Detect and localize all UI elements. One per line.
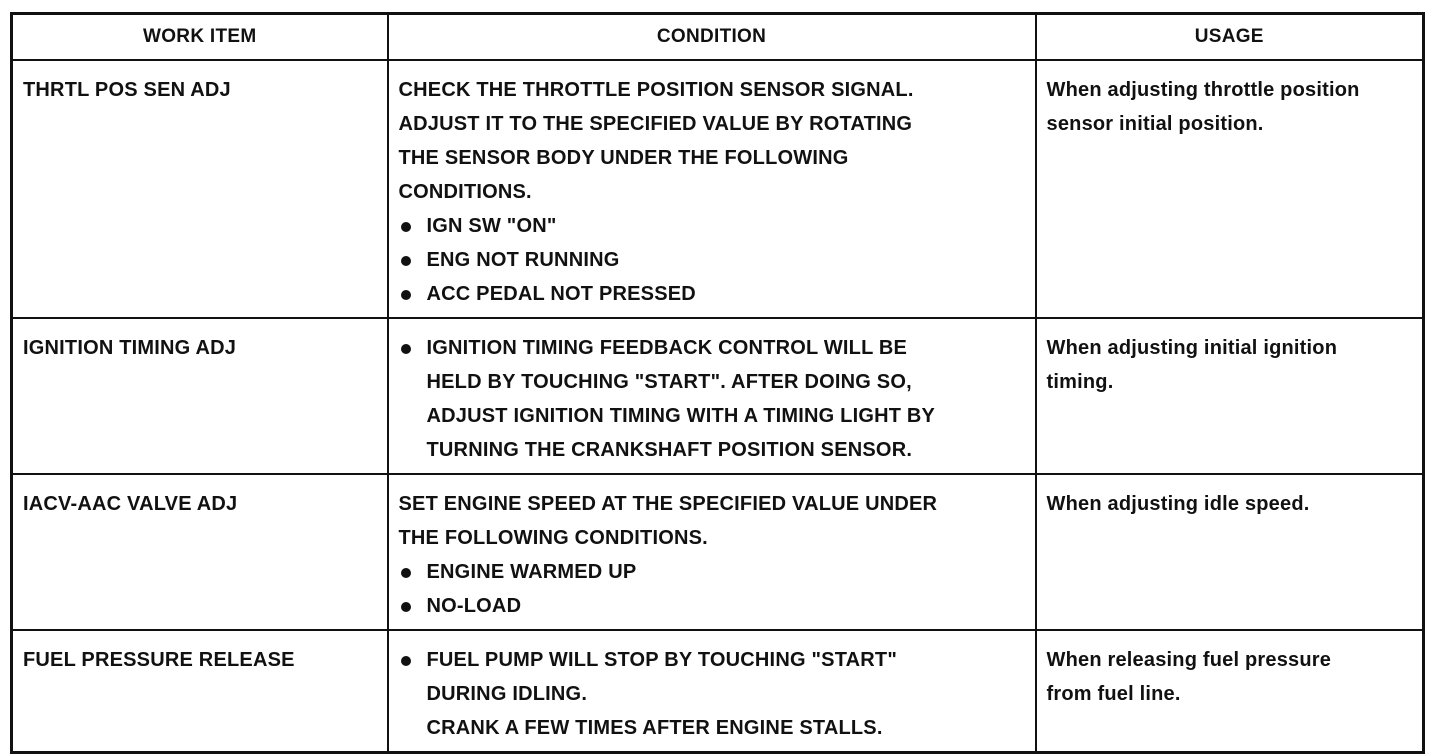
bullet-dot-icon — [401, 344, 411, 354]
usage-line: When adjusting initial ignition — [1046, 337, 1338, 359]
usage-cell — [1036, 630, 1424, 753]
usage-cell — [1036, 60, 1424, 318]
table-row — [12, 60, 1424, 318]
condition-cell — [388, 474, 1036, 630]
condition-bullet: ENGINE WARMED UP — [399, 555, 1025, 589]
bullet-dot-icon — [401, 656, 411, 666]
work-item-cell — [12, 474, 388, 630]
work-item-text: THRTL POS SEN ADJ — [23, 79, 231, 101]
condition-cell — [388, 60, 1036, 318]
table-row — [12, 474, 1424, 630]
usage-line: sensor initial position. — [1046, 113, 1264, 135]
condition-line: ADJUST IGNITION TIMING WITH A TIMING LIGHT BY — [426, 405, 936, 427]
bullet-dot-icon — [401, 222, 411, 232]
header-condition: CONDITION — [388, 14, 1036, 61]
condition-line: CHECK THE THROTTLE POSITION SENSOR SIGNAL. — [398, 79, 914, 101]
usage-line: When releasing fuel pressure — [1046, 649, 1332, 671]
work-item-text: FUEL PRESSURE RELEASE — [23, 649, 295, 671]
work-item-cell — [12, 318, 388, 474]
work-item-cell — [12, 630, 388, 753]
usage-cell — [1036, 474, 1424, 630]
usage-line: When adjusting throttle position — [1046, 79, 1360, 101]
header-usage: USAGE — [1036, 14, 1424, 61]
table-row — [12, 318, 1424, 474]
usage-line: timing. — [1046, 371, 1114, 393]
condition-bullet: ENG NOT RUNNING — [399, 243, 1025, 277]
work-item-text: IACV-AAC VALVE ADJ — [23, 493, 238, 515]
table-row — [12, 630, 1424, 753]
condition-bullet: ACC PEDAL NOT PRESSED — [399, 277, 1025, 311]
work-item-text: IGNITION TIMING ADJ — [23, 337, 237, 359]
bullet-dot-icon — [401, 290, 411, 300]
condition-bullet: IGNITION TIMING FEEDBACK CONTROL WILL BE — [399, 331, 1025, 365]
usage-line: When adjusting idle speed. — [1046, 493, 1310, 515]
work-item-cell — [12, 60, 388, 318]
bullet-dot-icon — [401, 568, 411, 578]
table-header-row — [12, 14, 1424, 61]
condition-line: THE FOLLOWING CONDITIONS. — [398, 527, 708, 549]
document-page — [10, 12, 1422, 739]
usage-line: from fuel line. — [1046, 683, 1181, 705]
condition-line: CRANK A FEW TIMES AFTER ENGINE STALLS. — [426, 717, 883, 739]
condition-line: HELD BY TOUCHING "START". AFTER DOING SO, — [426, 371, 912, 393]
condition-line: ADJUST IT TO THE SPECIFIED VALUE BY ROTATING — [398, 113, 913, 135]
condition-bullet: FUEL PUMP WILL STOP BY TOUCHING "START" — [399, 643, 1025, 677]
usage-cell — [1036, 318, 1424, 474]
work-item-table — [10, 12, 1425, 754]
header-work-item: WORK ITEM — [12, 14, 388, 61]
condition-line: DURING IDLING. — [426, 683, 588, 705]
condition-cell — [388, 318, 1036, 474]
condition-line: THE SENSOR BODY UNDER THE FOLLOWING — [398, 147, 849, 169]
condition-line: CONDITIONS. — [398, 181, 532, 203]
condition-line: SET ENGINE SPEED AT THE SPECIFIED VALUE UNDER — [398, 493, 938, 515]
condition-cell — [388, 630, 1036, 753]
bullet-dot-icon — [401, 602, 411, 612]
bullet-dot-icon — [401, 256, 411, 266]
condition-bullet: IGN SW "ON" — [399, 209, 1025, 243]
condition-line: TURNING THE CRANKSHAFT POSITION SENSOR. — [426, 439, 913, 461]
condition-bullet: NO-LOAD — [399, 589, 1025, 623]
